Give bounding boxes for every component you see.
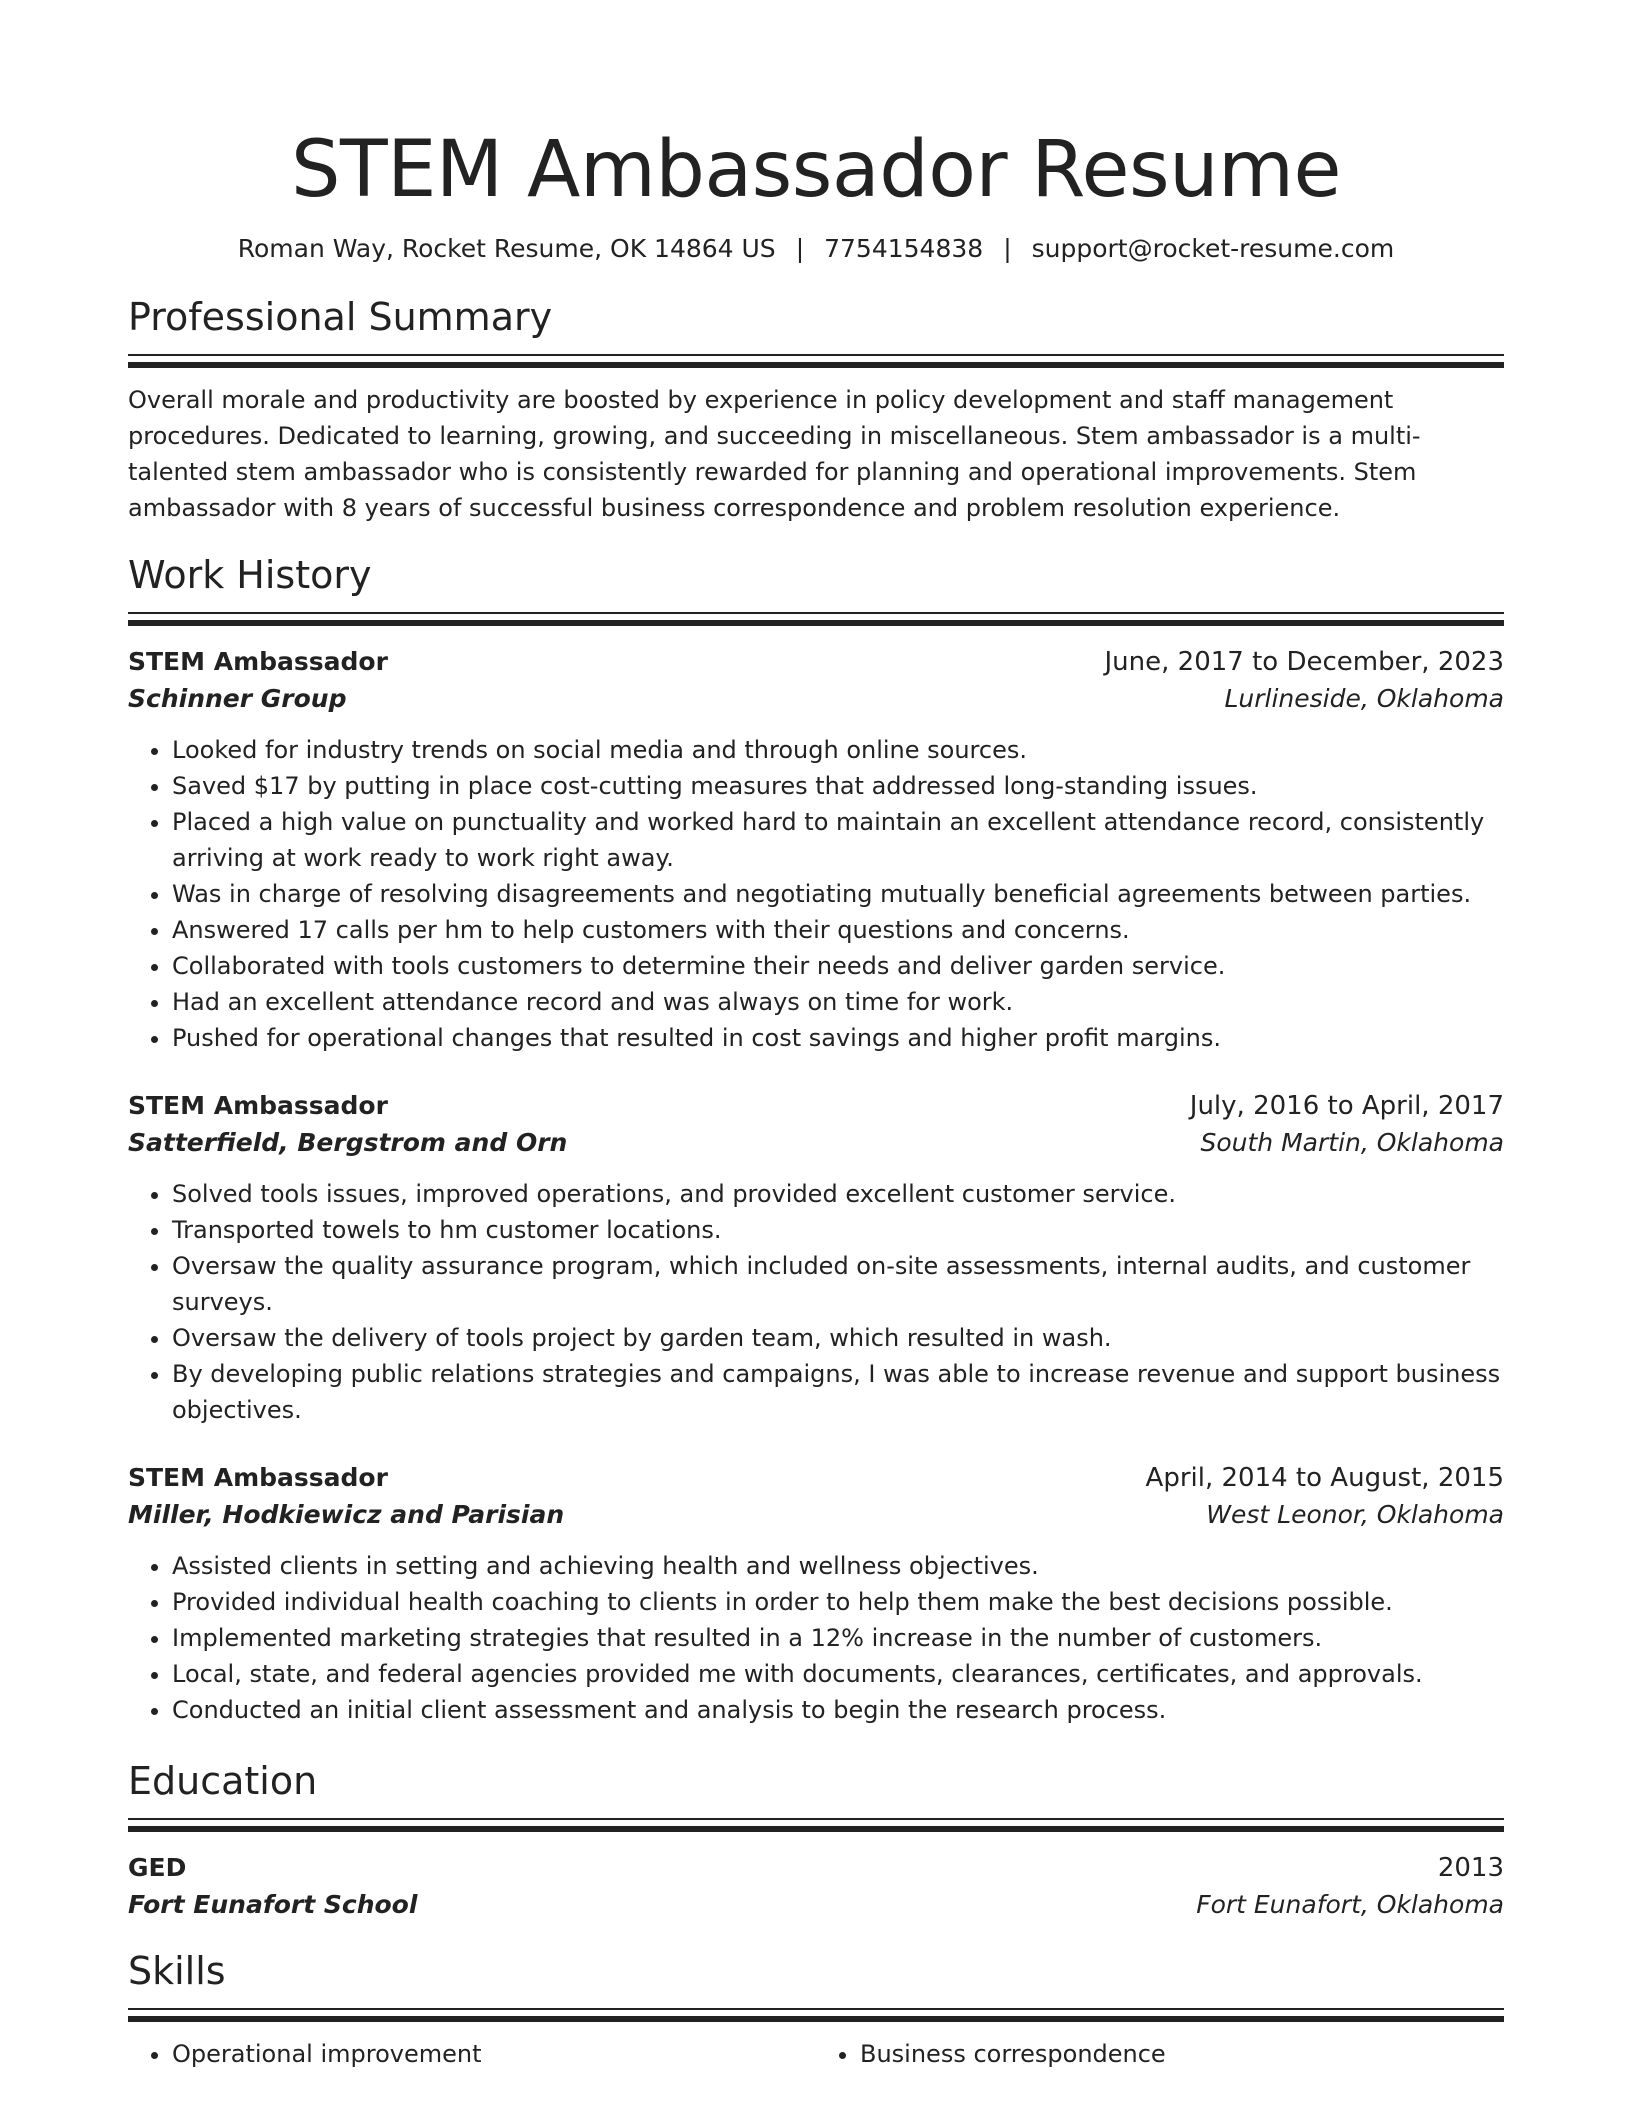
skills-heading: Skills — [128, 1949, 226, 1993]
contact-separator: | — [1003, 234, 1012, 263]
list-item: • Transported towels to hm customer locations. — [172, 1212, 1504, 1248]
job-bullets — [128, 1176, 1504, 1428]
summary-section — [128, 292, 1504, 526]
list-item: • Solved tools issues, improved operations, and provided excellent customer service. — [172, 1176, 1504, 1212]
job-location: South Martin, Oklahoma — [1200, 1128, 1504, 1157]
job-entry — [128, 1460, 1504, 1728]
list-item: • Conducted an initial client assessment and analysis to begin the research process. — [172, 1692, 1504, 1728]
job-bullets — [128, 1548, 1504, 1728]
list-item: • Saved $17 by putting in place cost-cutting measures that addressed long-standing issues. — [172, 768, 1504, 804]
resume-page — [128, 0, 1504, 2072]
work-history-section — [128, 550, 1504, 1728]
work-history-heading: Work History — [128, 553, 372, 597]
list-item: • Oversaw the quality assurance program, which included on-site assessments, internal audits, and customer surveys. — [172, 1248, 1504, 1320]
resume-title: STEM Ambassador Resume — [290, 125, 1342, 215]
job-location: Lurlineside, Oklahoma — [1224, 684, 1504, 713]
job-company: Miller, Hodkiewicz and Parisian — [128, 1500, 565, 1529]
list-item: • Answered 17 calls per hm to help customers with their questions and concerns. — [172, 912, 1504, 948]
list-item: • Oversaw the delivery of tools project by garden team, which resulted in wash. — [172, 1320, 1504, 1356]
skill-item: • Business correspondence — [860, 2036, 1504, 2072]
list-item: • Collaborated with tools customers to determine their needs and deliver garden service. — [172, 948, 1504, 984]
job-dates: June, 2017 to December, 2023 — [1104, 647, 1504, 677]
education-school: Fort Eunafort School — [128, 1890, 418, 1919]
contact-address: Roman Way, Rocket Resume, OK 14864 US — [237, 234, 776, 263]
list-item: • Implemented marketing strategies that resulted in a 12% increase in the number of customers. — [172, 1620, 1504, 1656]
job-bullets — [128, 732, 1504, 1056]
job-location: West Leonor, Oklahoma — [1206, 1500, 1504, 1529]
list-item: • Looked for industry trends on social media and through online sources. — [172, 732, 1504, 768]
job-dates: July, 2016 to April, 2017 — [1189, 1091, 1504, 1121]
list-item: • Local, state, and federal agencies provided me with documents, clearances, certificates, and approvals. — [172, 1656, 1504, 1692]
skill-item: • Operational improvement — [172, 2036, 816, 2072]
job-entry — [128, 644, 1504, 1056]
job-company: Schinner Group — [128, 684, 347, 713]
job-company: Satterfield, Bergstrom and Orn — [128, 1128, 568, 1157]
list-item: • By developing public relations strategies and campaigns, I was able to increase revenue and support business objectives. — [172, 1356, 1504, 1428]
list-item: • Placed a high value on punctuality and worked hard to maintain an excellent attendance record, consistently arriving at work ready to work right away. — [172, 804, 1504, 876]
skills-list — [128, 2036, 1504, 2072]
skills-section — [128, 1946, 1504, 2072]
summary-text: Overall morale and productivity are boosted by experience in policy development and staff management procedures. Dedicated to learning, growing, and succeeding in miscellaneous. Stem ambassador is a multi-talented stem ambassador who is consistently rewarded for planning and operational improvements. Stem ambassador with 8 years of successful business correspondence and problem resolution experience. — [128, 386, 1421, 522]
job-title: STEM Ambassador — [128, 647, 388, 676]
section-divider — [128, 2008, 1504, 2022]
contact-separator: | — [795, 234, 805, 263]
section-divider — [128, 612, 1504, 626]
job-title: STEM Ambassador — [128, 1463, 388, 1492]
list-item: • Assisted clients in setting and achieving health and wellness objectives. — [172, 1548, 1504, 1584]
job-dates: April, 2014 to August, 2015 — [1145, 1463, 1504, 1493]
contact-line — [128, 232, 1504, 266]
skills-column-right — [816, 2036, 1504, 2072]
education-degree: GED — [128, 1853, 187, 1882]
list-item: • Provided individual health coaching to clients in order to help them make the best decisions possible. — [172, 1584, 1504, 1620]
list-item: • Was in charge of resolving disagreements and negotiating mutually beneficial agreements between parties. — [172, 876, 1504, 912]
section-divider — [128, 1818, 1504, 1832]
section-divider — [128, 354, 1504, 368]
education-section — [128, 1756, 1504, 1924]
list-item: • Had an excellent attendance record and was always on time for work. — [172, 984, 1504, 1020]
contact-phone: 7754154838 — [824, 234, 984, 263]
education-entry — [128, 1850, 1504, 1924]
job-entry — [128, 1088, 1504, 1428]
list-item: • Pushed for operational changes that resulted in cost savings and higher profit margins. — [172, 1020, 1504, 1056]
skills-column-left — [128, 2036, 816, 2072]
summary-heading: Professional Summary — [128, 295, 553, 339]
education-year: 2013 — [1437, 1853, 1504, 1883]
job-title: STEM Ambassador — [128, 1091, 388, 1120]
contact-email: support@rocket-resume.com — [1031, 234, 1395, 263]
education-heading: Education — [128, 1759, 318, 1803]
education-location: Fort Eunafort, Oklahoma — [1196, 1890, 1504, 1919]
